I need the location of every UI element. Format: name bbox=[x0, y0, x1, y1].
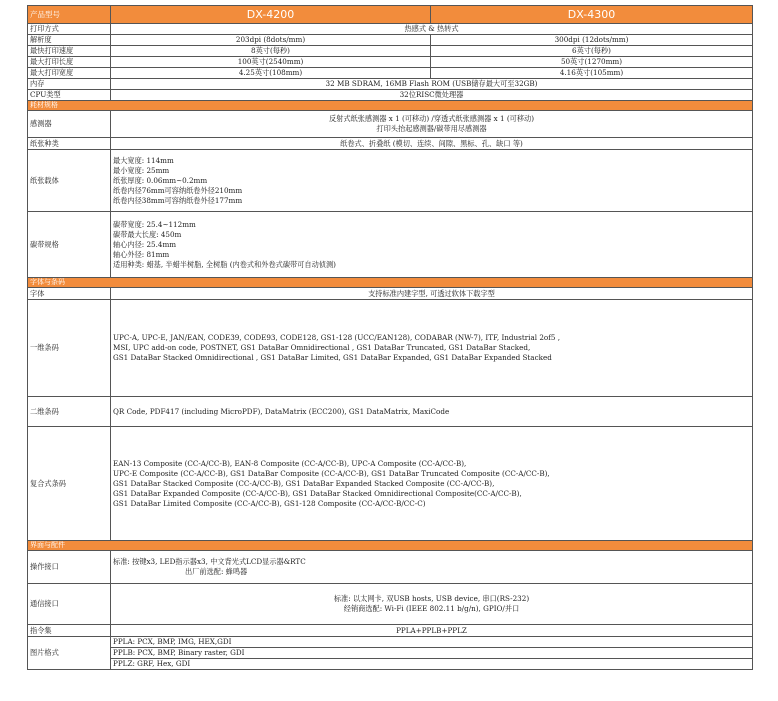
comm-line: 经销商选配: Wi-Fi (IEEE 802.11 b/g/n), GPIO/并口 bbox=[343, 604, 520, 613]
sensor-line: 打印头抬起感测器/碳带用尽感测器 bbox=[376, 124, 487, 133]
row-label: 最大打印宽度 bbox=[28, 68, 111, 79]
sensor-line: 反射式纸张感测器 x 1 (可移动) /穿透式纸张感测器 x 1 (可移动) bbox=[328, 114, 534, 123]
row-image-format-3 bbox=[28, 659, 753, 670]
row-paper-type bbox=[28, 138, 753, 150]
image-format-line: PPLB: PCX, BMP, Binary raster, GDI bbox=[111, 648, 753, 659]
spec-sheet bbox=[27, 5, 752, 670]
row-label: 碳带规格 bbox=[28, 212, 111, 278]
row-label: 二维条码 bbox=[28, 397, 111, 427]
row-label: 打印方式 bbox=[28, 24, 111, 35]
model-b-name: DX-4300 bbox=[431, 6, 753, 24]
row-value-b: 6英寸(每秒) bbox=[431, 46, 753, 57]
row-label: 指令集 bbox=[28, 625, 111, 637]
row-label: 一维条码 bbox=[28, 300, 111, 397]
panel-line: 标准: 按键x3, LED指示器x3, 中文背光式LCD显示器&RTC bbox=[113, 557, 306, 566]
row-label: 图片格式 bbox=[28, 637, 111, 670]
model-a-name: DX-4200 bbox=[111, 6, 431, 24]
row-sensor bbox=[28, 111, 753, 138]
row-label: 感测器 bbox=[28, 111, 111, 138]
row-max-length bbox=[28, 57, 753, 68]
section-media-header bbox=[28, 101, 753, 111]
row-value bbox=[111, 111, 753, 138]
section-title: 界面与配件 bbox=[28, 541, 753, 551]
spec-table bbox=[27, 5, 753, 670]
image-format-line: PPLZ: GRF, Hex, GDI bbox=[111, 659, 753, 670]
ribbon-line: 轴心外径: 81mm bbox=[113, 249, 170, 259]
row-resolution bbox=[28, 35, 753, 46]
composite-line: UPC-E Composite (CC-A/CC-B), GS1 DataBar Composite (CC-A/CC-B), GS1 DataBar Truncated Composite (CC-A/CC-B), bbox=[113, 468, 550, 478]
row-value bbox=[111, 427, 753, 541]
row-panel bbox=[28, 551, 753, 584]
row-label: 操作接口 bbox=[28, 551, 111, 584]
row-label: 纸张载体 bbox=[28, 150, 111, 212]
row-value-a: 8英寸(每秒) bbox=[111, 46, 431, 57]
row-label: 解析度 bbox=[28, 35, 111, 46]
row-value: PPLA+PPLB+PPLZ bbox=[111, 625, 753, 637]
row-label: 通信接口 bbox=[28, 584, 111, 625]
model-header-row bbox=[28, 6, 753, 24]
row-value: 32 MB SDRAM, 16MB Flash ROM (USB储存最大可至32GB) bbox=[111, 79, 753, 90]
section-title: 耗材规格 bbox=[28, 101, 753, 111]
row-max-width bbox=[28, 68, 753, 79]
barcode-1d-line: MSI, UPC add-on code, POSTNET, GS1 DataBar Omnidirectional , GS1 DataBar Truncated, GS1 DataBar Stacked, bbox=[113, 343, 531, 352]
paper-load-line: 纸卷内径38mm可容纳纸卷外径177mm bbox=[113, 195, 243, 205]
composite-line: GS1 DataBar Expanded Composite (CC-A/CC-B), GS1 DataBar Stacked Omnidirectional Composite(CC-A/CC-B), bbox=[113, 488, 522, 498]
row-value bbox=[111, 584, 753, 625]
row-label: 最大打印长度 bbox=[28, 57, 111, 68]
row-ribbon bbox=[28, 212, 753, 278]
row-value: 32位RISC微处理器 bbox=[111, 90, 753, 101]
row-memory bbox=[28, 79, 753, 90]
row-image-format-2 bbox=[28, 648, 753, 659]
paper-load-line: 纸卷内径76mm可容纳纸卷外径210mm bbox=[113, 185, 243, 195]
composite-line: EAN-13 Composite (CC-A/CC-B), EAN-8 Composite (CC-A/CC-B), UPC-A Composite (CC-A/CC-B), bbox=[113, 458, 467, 468]
comm-line: 标准: 以太网卡, 双USB hosts, USB device, 串口(RS-232) bbox=[333, 594, 530, 603]
row-value-a: 4.25英寸(108mm) bbox=[111, 68, 431, 79]
row-label: 纸张种类 bbox=[28, 138, 111, 150]
ribbon-line: 轴心内径: 25.4mm bbox=[113, 239, 177, 249]
row-label: 最快打印速度 bbox=[28, 46, 111, 57]
row-value bbox=[111, 300, 753, 397]
row-paper-load bbox=[28, 150, 753, 212]
row-value-b: 50英寸(1270mm) bbox=[431, 57, 753, 68]
composite-line: GS1 DataBar Stacked Composite (CC-A/CC-B), GS1 DataBar Expanded Stacked Composite (CC-A/CC-B), bbox=[113, 478, 495, 488]
section-interface-header bbox=[28, 541, 753, 551]
panel-line: 出厂前选配: 蜂鸣器 bbox=[185, 567, 248, 576]
row-font bbox=[28, 288, 753, 300]
barcode-1d-line: GS1 DataBar Stacked Omnidirectional , GS1 DataBar Limited, GS1 DataBar Expanded, GS1 DataBar Expanded Stacked bbox=[113, 353, 552, 362]
paper-load-line: 纸张厚度: 0.06mm~0.2mm bbox=[113, 175, 208, 185]
row-comm bbox=[28, 584, 753, 625]
row-barcode-2d bbox=[28, 397, 753, 427]
row-label: 内存 bbox=[28, 79, 111, 90]
row-value bbox=[111, 212, 753, 278]
ribbon-line: 碳带宽度: 25.4~112mm bbox=[113, 219, 196, 229]
row-value: QR Code, PDF417 (including MicroPDF), DataMatrix (ECC200), GS1 DataMatrix, MaxiCode bbox=[111, 397, 753, 427]
image-format-line: PPLA: PCX, BMP, IMG, HEX,GDI bbox=[111, 637, 753, 648]
row-value-b: 300dpi (12dots/mm) bbox=[431, 35, 753, 46]
row-value bbox=[111, 150, 753, 212]
row-barcode-1d bbox=[28, 300, 753, 397]
row-value-a: 100英寸(2540mm) bbox=[111, 57, 431, 68]
paper-load-line: 最大宽度: 114mm bbox=[113, 155, 174, 165]
barcode-1d-line: UPC-A, UPC-E, JAN/EAN, CODE39, CODE93, CODE128, GS1-128 (UCC/EAN128), CODABAR (NW-7), ITF, Industrial 2of5 , bbox=[113, 333, 561, 342]
row-label: 字体 bbox=[28, 288, 111, 300]
row-max-speed bbox=[28, 46, 753, 57]
ribbon-line: 碳带最大长度: 450m bbox=[113, 229, 182, 239]
row-value: 热感式 & 热转式 bbox=[111, 24, 753, 35]
section-title: 字体与条码 bbox=[28, 278, 753, 288]
section-fonts-header bbox=[28, 278, 753, 288]
model-header-label: 产品型号 bbox=[28, 6, 111, 24]
row-value-a: 203dpi (8dots/mm) bbox=[111, 35, 431, 46]
row-command-set bbox=[28, 625, 753, 637]
row-print-method bbox=[28, 24, 753, 35]
row-image-format-1 bbox=[28, 637, 753, 648]
paper-load-line: 最小宽度: 25mm bbox=[113, 165, 170, 175]
row-value: 支持标准内建字型, 可透过软体下载字型 bbox=[111, 288, 753, 300]
row-value bbox=[111, 551, 753, 584]
row-value-b: 4.16英寸(105mm) bbox=[431, 68, 753, 79]
row-label: 复合式条码 bbox=[28, 427, 111, 541]
row-value: 纸卷式、折叠纸 (模切、连续、间隙、黑标、孔、缺口 等) bbox=[111, 138, 753, 150]
row-composite bbox=[28, 427, 753, 541]
ribbon-line: 适用种类: 蜡基, 半蜡半树脂, 全树脂 (内卷式和外卷式碳带可自动侦测) bbox=[113, 259, 336, 269]
row-label: CPU类型 bbox=[28, 90, 111, 101]
row-cpu bbox=[28, 90, 753, 101]
composite-line: GS1 DataBar Limited Composite (CC-A/CC-B), GS1-128 Composite (CC-A/CC-B/CC-C) bbox=[113, 498, 426, 508]
